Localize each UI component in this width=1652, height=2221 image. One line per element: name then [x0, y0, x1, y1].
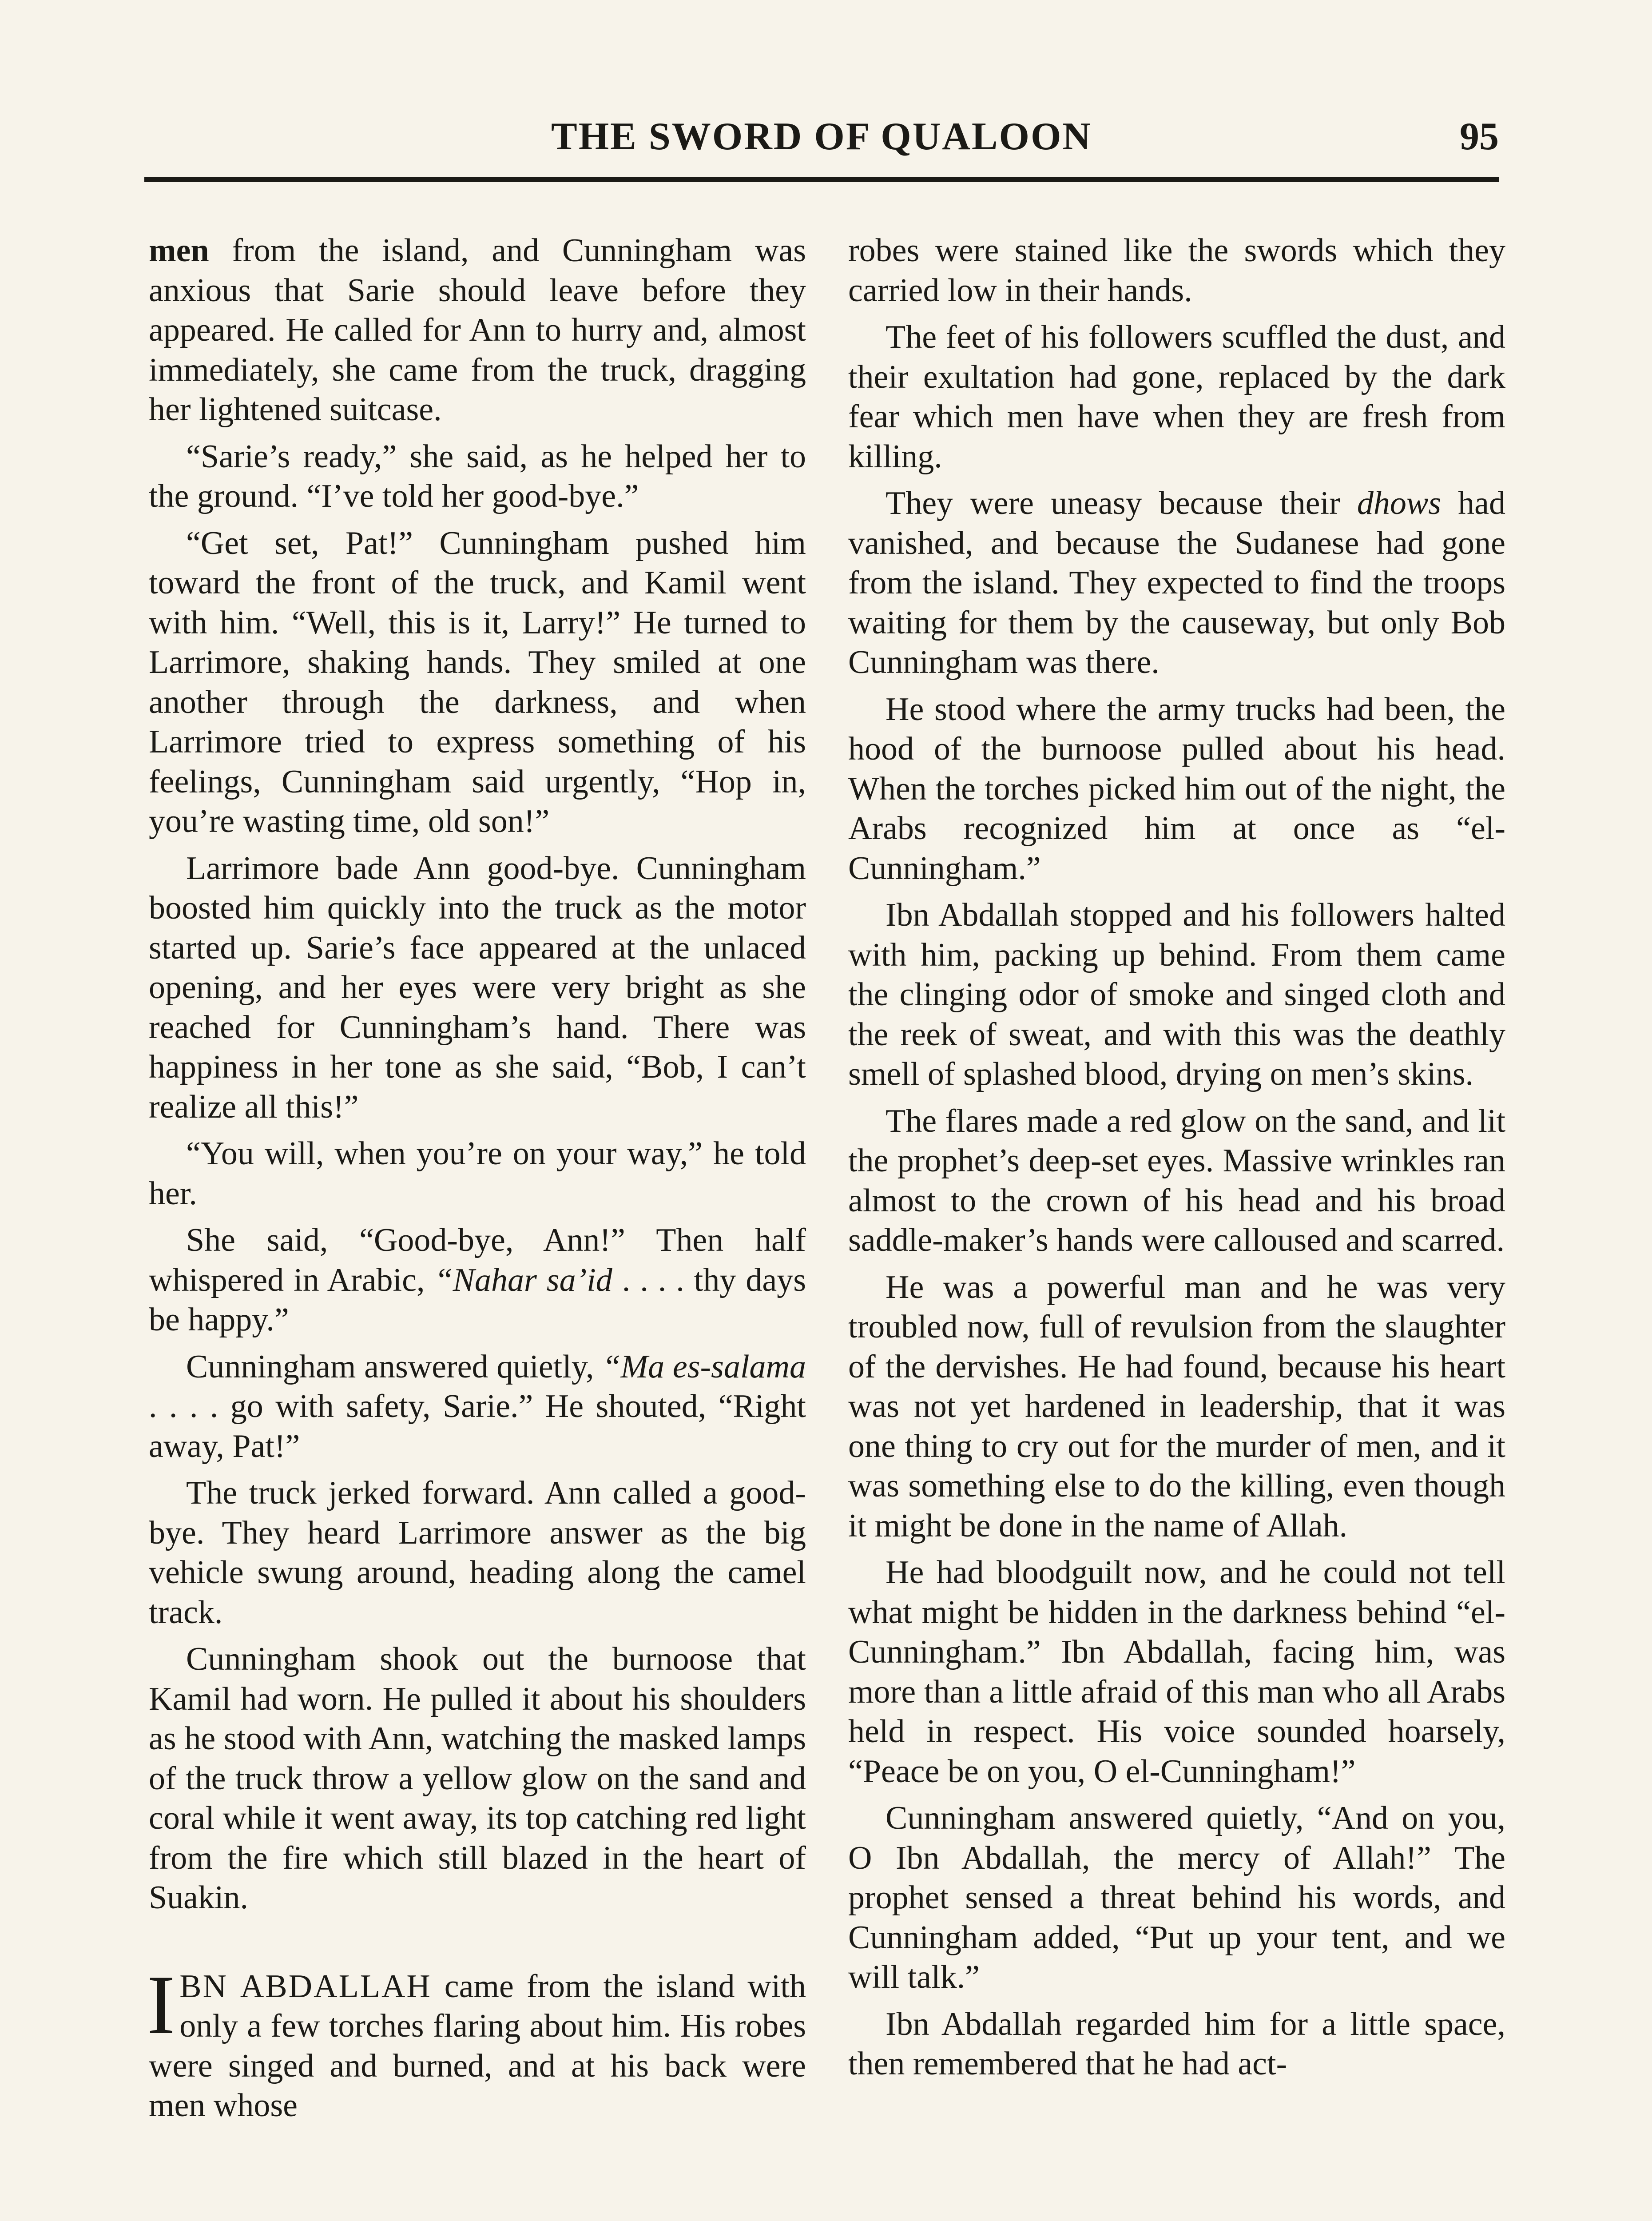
paragraph-text: . . . . thy days be happy.” — [149, 1262, 806, 1338]
paragraph-text: Ibn Abdallah regarded him for a little space, then remembered that he had act- — [848, 2006, 1505, 2082]
running-head — [144, 107, 1499, 191]
left-column — [149, 231, 806, 2133]
drop-cap: I — [147, 1958, 175, 2052]
paragraph — [149, 1640, 806, 1918]
paragraph — [848, 1268, 1505, 1546]
paragraph — [149, 1134, 806, 1214]
header-rule — [144, 177, 1499, 182]
paragraph-text: He stood where the army trucks had been, the hood of the burnoose pulled about his head. When the torches picked him out of the night, the Arabs recognized him at once as “el-Cunningham.” — [848, 691, 1505, 887]
paragraph-text: The truck jerked forward. Ann called a good-bye. They heard Larrimore answer as the big vehicle swung around, heading along the camel track. — [149, 1475, 806, 1631]
paragraph — [149, 1473, 806, 1632]
paragraph-text: Ibn Abdallah stopped and his followers halted with him, packing up behind. From them came the clinging odor of smoke and singed cloth and the reek of sweat, and with this was the deathly smell of splashed blood, drying on men’s skins. — [848, 897, 1505, 1092]
paragraph-text: He was a powerful man and he was very troubled now, full of revulsion from the slaughter of the dervishes. He had found, because his heart was not yet hardened in leadership, that it was one thing to cry out for the murder of men, and it was something else to do the killing, even though it might be done in the name of Allah. — [848, 1269, 1505, 1544]
paragraph — [848, 318, 1505, 477]
paragraph-text: came from the island with only a few torches flaring about him. His robes were singed and burned, and at his back were men whose — [149, 1968, 806, 2124]
paragraph — [848, 896, 1505, 1095]
right-column — [848, 231, 1505, 2091]
paragraph — [149, 1221, 806, 1340]
paragraph — [848, 690, 1505, 889]
paragraph-text: robes were stained like the swords which they carried low in their hands. — [848, 232, 1505, 309]
paragraph-text: “You will, when you’re on your way,” he told her. — [149, 1135, 806, 1212]
paragraph-text: Cunningham shook out the burnoose that Kamil had worn. He pulled it about his shoulders as he stood with Ann, watching the masked lamps of the truck throw a yellow glow on the sand and coral while it went away, its top catching red light from the fire which still blazed in the heart of Suakin. — [149, 1641, 806, 1916]
running-title: THE SWORD OF QUALOON — [551, 115, 1092, 158]
paragraph — [848, 1102, 1505, 1261]
paragraph — [848, 2005, 1505, 2084]
paragraph — [848, 231, 1505, 310]
small-caps-lead: BN ABDALLAH — [179, 1968, 432, 2005]
italic-phrase: “Nahar sa’id — [434, 1262, 612, 1298]
paragraph-text: Larrimore bade Ann good-bye. Cunningham boosted him quickly into the truck as the motor started up. Sarie’s face appeared at the unlaced opening, and her eyes were very bright as she reached for Cunningham’s hand. There was happiness in her tone as she said, “Bob, I can’t realize all this!” — [149, 850, 806, 1125]
paragraph-text: “Sarie’s ready,” she said, as he helped her to the ground. “I’ve told her good-bye.” — [149, 438, 806, 514]
italic-phrase: “Ma es-salama — [602, 1348, 806, 1385]
paragraph — [848, 484, 1505, 683]
paragraph-text: . . . . go with safety, Sarie.” He shouted, “Right away, Pat!” — [149, 1388, 806, 1465]
paragraph — [149, 231, 806, 430]
paragraph-text: The flares made a red glow on the sand, and lit the prophet’s deep-set eyes. Massive wrinkles ran almost to the crown of his head and his broad saddle-maker’s hands were calloused and scarred. — [848, 1103, 1505, 1258]
paragraph-text: He had bloodguilt now, and he could not tell what might be hidden in the darkness behind “el-Cunningham.” Ibn Abdallah, facing him, was more than a little afraid of this man who all Arabs held in respect. His voice sounded hoarsely, “Peace be on you, O el-Cunningham!” — [848, 1554, 1505, 1790]
paragraph — [149, 524, 806, 842]
paragraph-text: The feet of his followers scuffled the dust, and their exultation had gone, replaced by the dark fear which men have when they are fresh from killing. — [848, 319, 1505, 475]
paragraph-text: Cunningham answered quietly, “And on you, O Ibn Abdallah, the mercy of Allah!” The prophet sensed a threat behind his words, and Cunningham added, “Put up your tent, and we will talk.” — [848, 1800, 1505, 1995]
paragraph — [149, 437, 806, 517]
paragraph-text: had vanished, and because the Sudanese had gone from the island. They expected to find the troops waiting for them by the causeway, but only Bob Cunningham was there. — [848, 485, 1505, 681]
paragraph-text: from the island, and Cunningham was anxious that Sarie should leave before they appeared. He called for Ann to hurry and, almost immediately, she came from the truck, dragging her lightened suitcase. — [149, 232, 806, 428]
italic-phrase: dhows — [1357, 485, 1441, 521]
paragraph — [149, 1347, 806, 1467]
paragraph-text: They were uneasy because their — [886, 485, 1357, 521]
paragraph — [149, 849, 806, 1127]
lead-word: men — [149, 232, 209, 269]
paragraph-text: She said, “Good-bye, Ann!” Then half whispered in Arabic, — [149, 1222, 806, 1298]
paragraph — [147, 1958, 806, 2126]
paragraph-text: Cunningham answered quietly, — [186, 1348, 603, 1385]
paragraph — [848, 1799, 1505, 1998]
page-number: 95 — [1460, 115, 1499, 158]
paragraph — [848, 1553, 1505, 1791]
paragraph-text: “Get set, Pat!” Cunningham pushed him toward the front of the truck, and Kamil went with him. “Well, this is it, Larry!” He turned to Larrimore, shaking hands. They smiled at one another through the darkness, and when Larrimore tried to express something of his feelings, Cunningham said urgently, “Hop in, you’re wasting time, old son!” — [149, 525, 806, 840]
